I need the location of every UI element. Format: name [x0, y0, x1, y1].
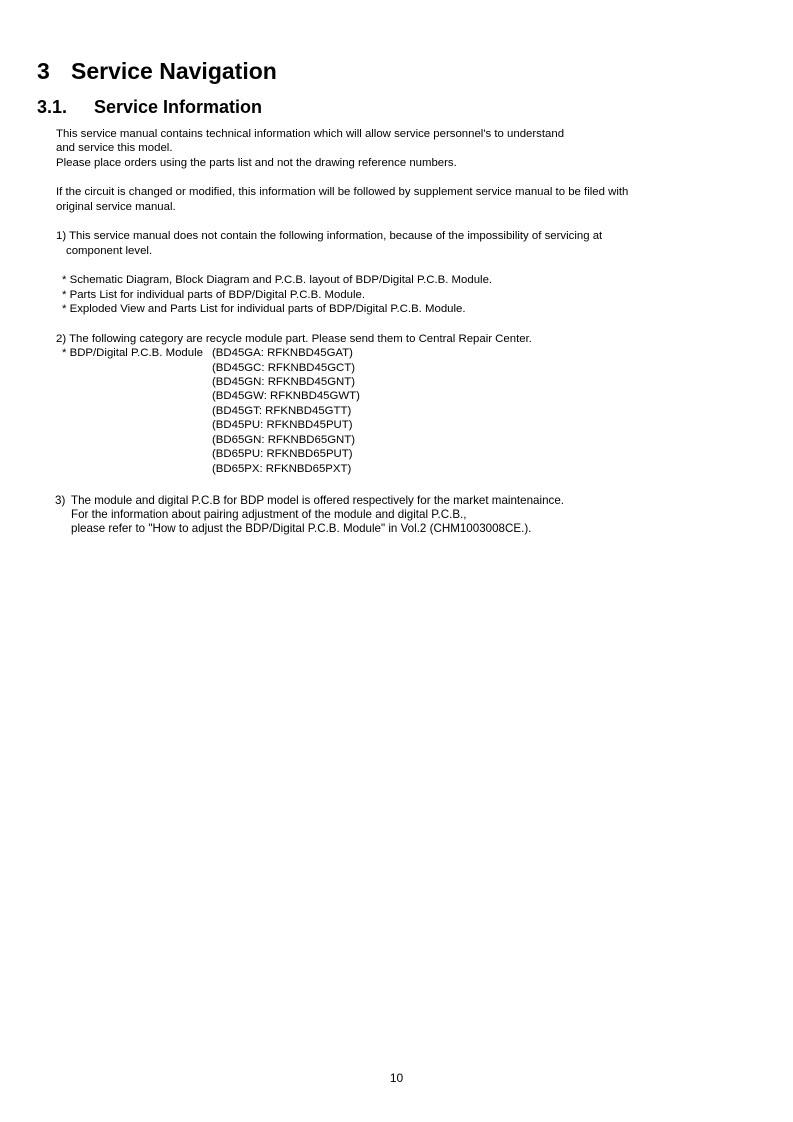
module-entry: (BD65GN: RFKNBD65GNT) — [212, 434, 356, 446]
subsection-title: Service Information — [94, 97, 263, 117]
module-entry: (BD45GC: RFKNBD45GCT) — [212, 362, 356, 374]
section-title: Service Navigation — [71, 58, 277, 84]
item3-line: please refer to "How to adjust the BDP/Digital P.C.B. Module" in Vol.2 (CHM1003008CE.). — [71, 522, 532, 535]
module-entry: (BD45GT: RFKNBD45GTT) — [212, 405, 352, 417]
item3-line: The module and digital P.C.B for BDP model is offered respectively for the market maintenaince. — [71, 494, 564, 507]
item3-line: For the information about pairing adjustment of the module and digital P.C.B., — [71, 508, 467, 521]
item1-bullet: * Schematic Diagram, Block Diagram and P.C.B. layout of BDP/Digital P.C.B. Module. — [62, 274, 493, 286]
item1-bullet: * Exploded View and Parts List for individual parts of BDP/Digital P.C.B. Module. — [62, 303, 466, 315]
item1-line: component level. — [66, 245, 153, 257]
section-heading — [37, 58, 277, 85]
module-entry: (BD45GN: RFKNBD45GNT) — [212, 376, 356, 388]
item1-bullet: * Parts List for individual parts of BDP/Digital P.C.B. Module. — [62, 289, 366, 301]
module-entry: (BD45PU: RFKNBD45PUT) — [212, 419, 353, 431]
circuit-note-line: original service manual. — [56, 201, 176, 213]
module-entry: (BD45GW: RFKNBD45GWT) — [212, 390, 360, 402]
intro-line: and service this model. — [56, 142, 173, 154]
subsection-heading — [37, 97, 262, 118]
module-entry: (BD45GA: RFKNBD45GAT) — [212, 347, 353, 359]
page-number: 10 — [389, 1071, 404, 1085]
intro-line: This service manual contains technical information which will allow service personnel's to understand — [56, 128, 565, 140]
module-entry: (BD65PU: RFKNBD65PUT) — [212, 448, 353, 460]
module-entry: (BD65PX: RFKNBD65PXT) — [212, 463, 352, 475]
section-number: 3 — [37, 58, 50, 84]
item2-module-label: * BDP/Digital P.C.B. Module — [62, 347, 203, 359]
circuit-note-line: If the circuit is changed or modified, this information will be followed by supplement service manual to be filed with — [56, 186, 629, 198]
item3-number: 3) — [55, 494, 66, 507]
subsection-number: 3.1. — [37, 97, 68, 117]
item1-line: 1) This service manual does not contain the following information, because of the impossibility of servicing at — [56, 230, 603, 242]
item2-intro: 2) The following category are recycle module part. Please send them to Central Repair Center. — [56, 333, 532, 345]
intro-line: Please place orders using the parts list and not the drawing reference numbers. — [56, 157, 457, 169]
